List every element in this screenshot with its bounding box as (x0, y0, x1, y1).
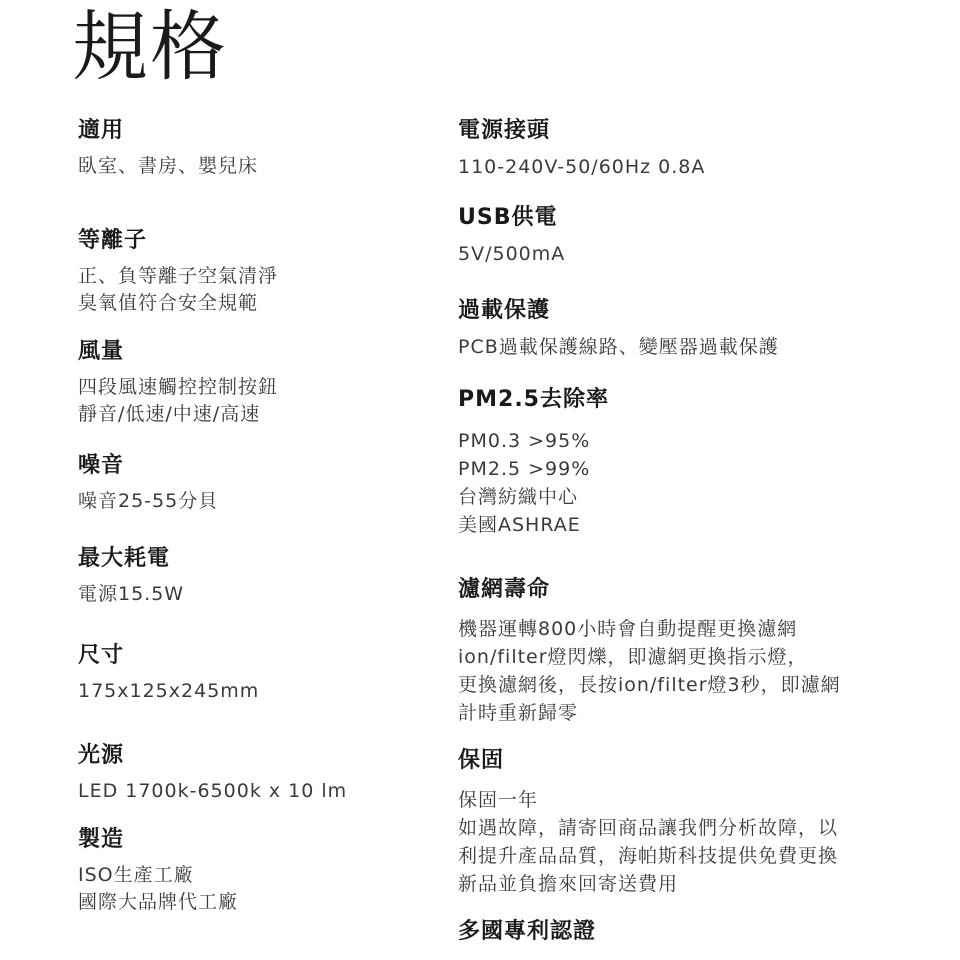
spec-noise (78, 451, 218, 515)
spec-noise-title: 噪音 (78, 453, 125, 478)
spec-ionizer-line: 臭氧值符合安全規範 (78, 292, 259, 314)
spec-noise-line: 噪音25-55分貝 (78, 490, 219, 512)
spec-overload-protection-line: PCB過載保護線路、變壓器過載保護 (458, 336, 779, 358)
spec-pm25-removal-line: PM0.3 >95% (458, 430, 591, 452)
spec-overload-protection-title: 過載保護 (458, 298, 551, 323)
spec-usage (78, 116, 258, 180)
spec-overload-protection (458, 296, 779, 361)
page-title: 規格 (72, 2, 228, 91)
spec-pm25-removal (458, 385, 609, 539)
spec-max-power-title: 最大耗電 (78, 546, 171, 571)
spec-warranty-line: 新品並負擔來回寄送費用 (458, 873, 679, 895)
spec-pm25-removal-line: 美國ASHRAE (458, 514, 581, 536)
spec-manufacturing (78, 825, 238, 916)
spec-usage-line: 臥室、書房、嬰兒床 (78, 155, 259, 177)
spec-patents (458, 917, 596, 947)
spec-warranty-line: 利提升產品品質，海帕斯科技提供免費更換 (458, 845, 839, 867)
spec-manufacturing-title: 製造 (78, 827, 125, 852)
spec-usb-power-line: 5V/500mA (458, 243, 566, 265)
spec-manufacturing-line: ISO生產工廠 (78, 864, 194, 886)
spec-filter-life-line: 機器運轉800小時會自動提醒更換濾網 (458, 618, 798, 640)
spec-filter-life-line: 更換濾網後，長按ion/filter燈3秒，即濾網 (458, 674, 841, 696)
spec-power-connector (458, 116, 705, 181)
spec-warranty-title: 保固 (458, 748, 505, 773)
spec-manufacturing-line: 國際大品牌代工廠 (78, 891, 239, 913)
spec-filter-life-line: ion/filter燈閃爍，即濾網更換指示燈， (458, 646, 808, 668)
spec-warranty (458, 746, 838, 898)
spec-airflow-line: 四段風速觸控控制按鈕 (78, 376, 279, 398)
spec-usb-power (458, 203, 565, 268)
spec-ionizer-title: 等離子 (78, 228, 148, 253)
spec-dimensions-title: 尺寸 (78, 643, 125, 668)
spec-max-power (78, 544, 184, 608)
spec-power-connector-line: 110-240V-50/60Hz 0.8A (458, 156, 706, 178)
spec-pm25-removal-line: 台灣紡織中心 (458, 486, 579, 508)
spec-airflow (78, 337, 278, 428)
spec-pm25-removal-line: PM2.5 >99% (458, 458, 591, 480)
spec-light-source (78, 741, 347, 805)
spec-ionizer (78, 226, 278, 317)
spec-patents-title: 多國專利認證 (458, 919, 597, 944)
spec-filter-life-title: 濾網壽命 (458, 577, 551, 602)
spec-airflow-title: 風量 (78, 339, 125, 364)
spec-filter-life-line: 計時重新歸零 (458, 702, 579, 724)
spec-light-source-line: LED 1700k-6500k x 10 lm (78, 780, 348, 802)
spec-usage-title: 適用 (78, 118, 125, 143)
spec-warranty-line: 保固一年 (458, 789, 539, 811)
spec-dimensions-line: 175x125x245mm (78, 680, 260, 702)
spec-usb-power-title: USB供電 (458, 205, 558, 230)
spec-warranty-line: 如遇故障，請寄回商品讓我們分析故障，以 (458, 817, 839, 839)
spec-filter-life (458, 575, 841, 727)
spec-ionizer-line: 正、負等離子空氣清淨 (78, 265, 279, 287)
spec-max-power-line: 電源15.5W (78, 583, 185, 605)
spec-light-source-title: 光源 (78, 743, 125, 768)
spec-airflow-line: 靜音/低速/中速/高速 (78, 403, 261, 425)
spec-dimensions (78, 641, 259, 705)
spec-pm25-removal-title: PM2.5去除率 (458, 387, 609, 412)
spec-power-connector-title: 電源接頭 (458, 118, 551, 143)
